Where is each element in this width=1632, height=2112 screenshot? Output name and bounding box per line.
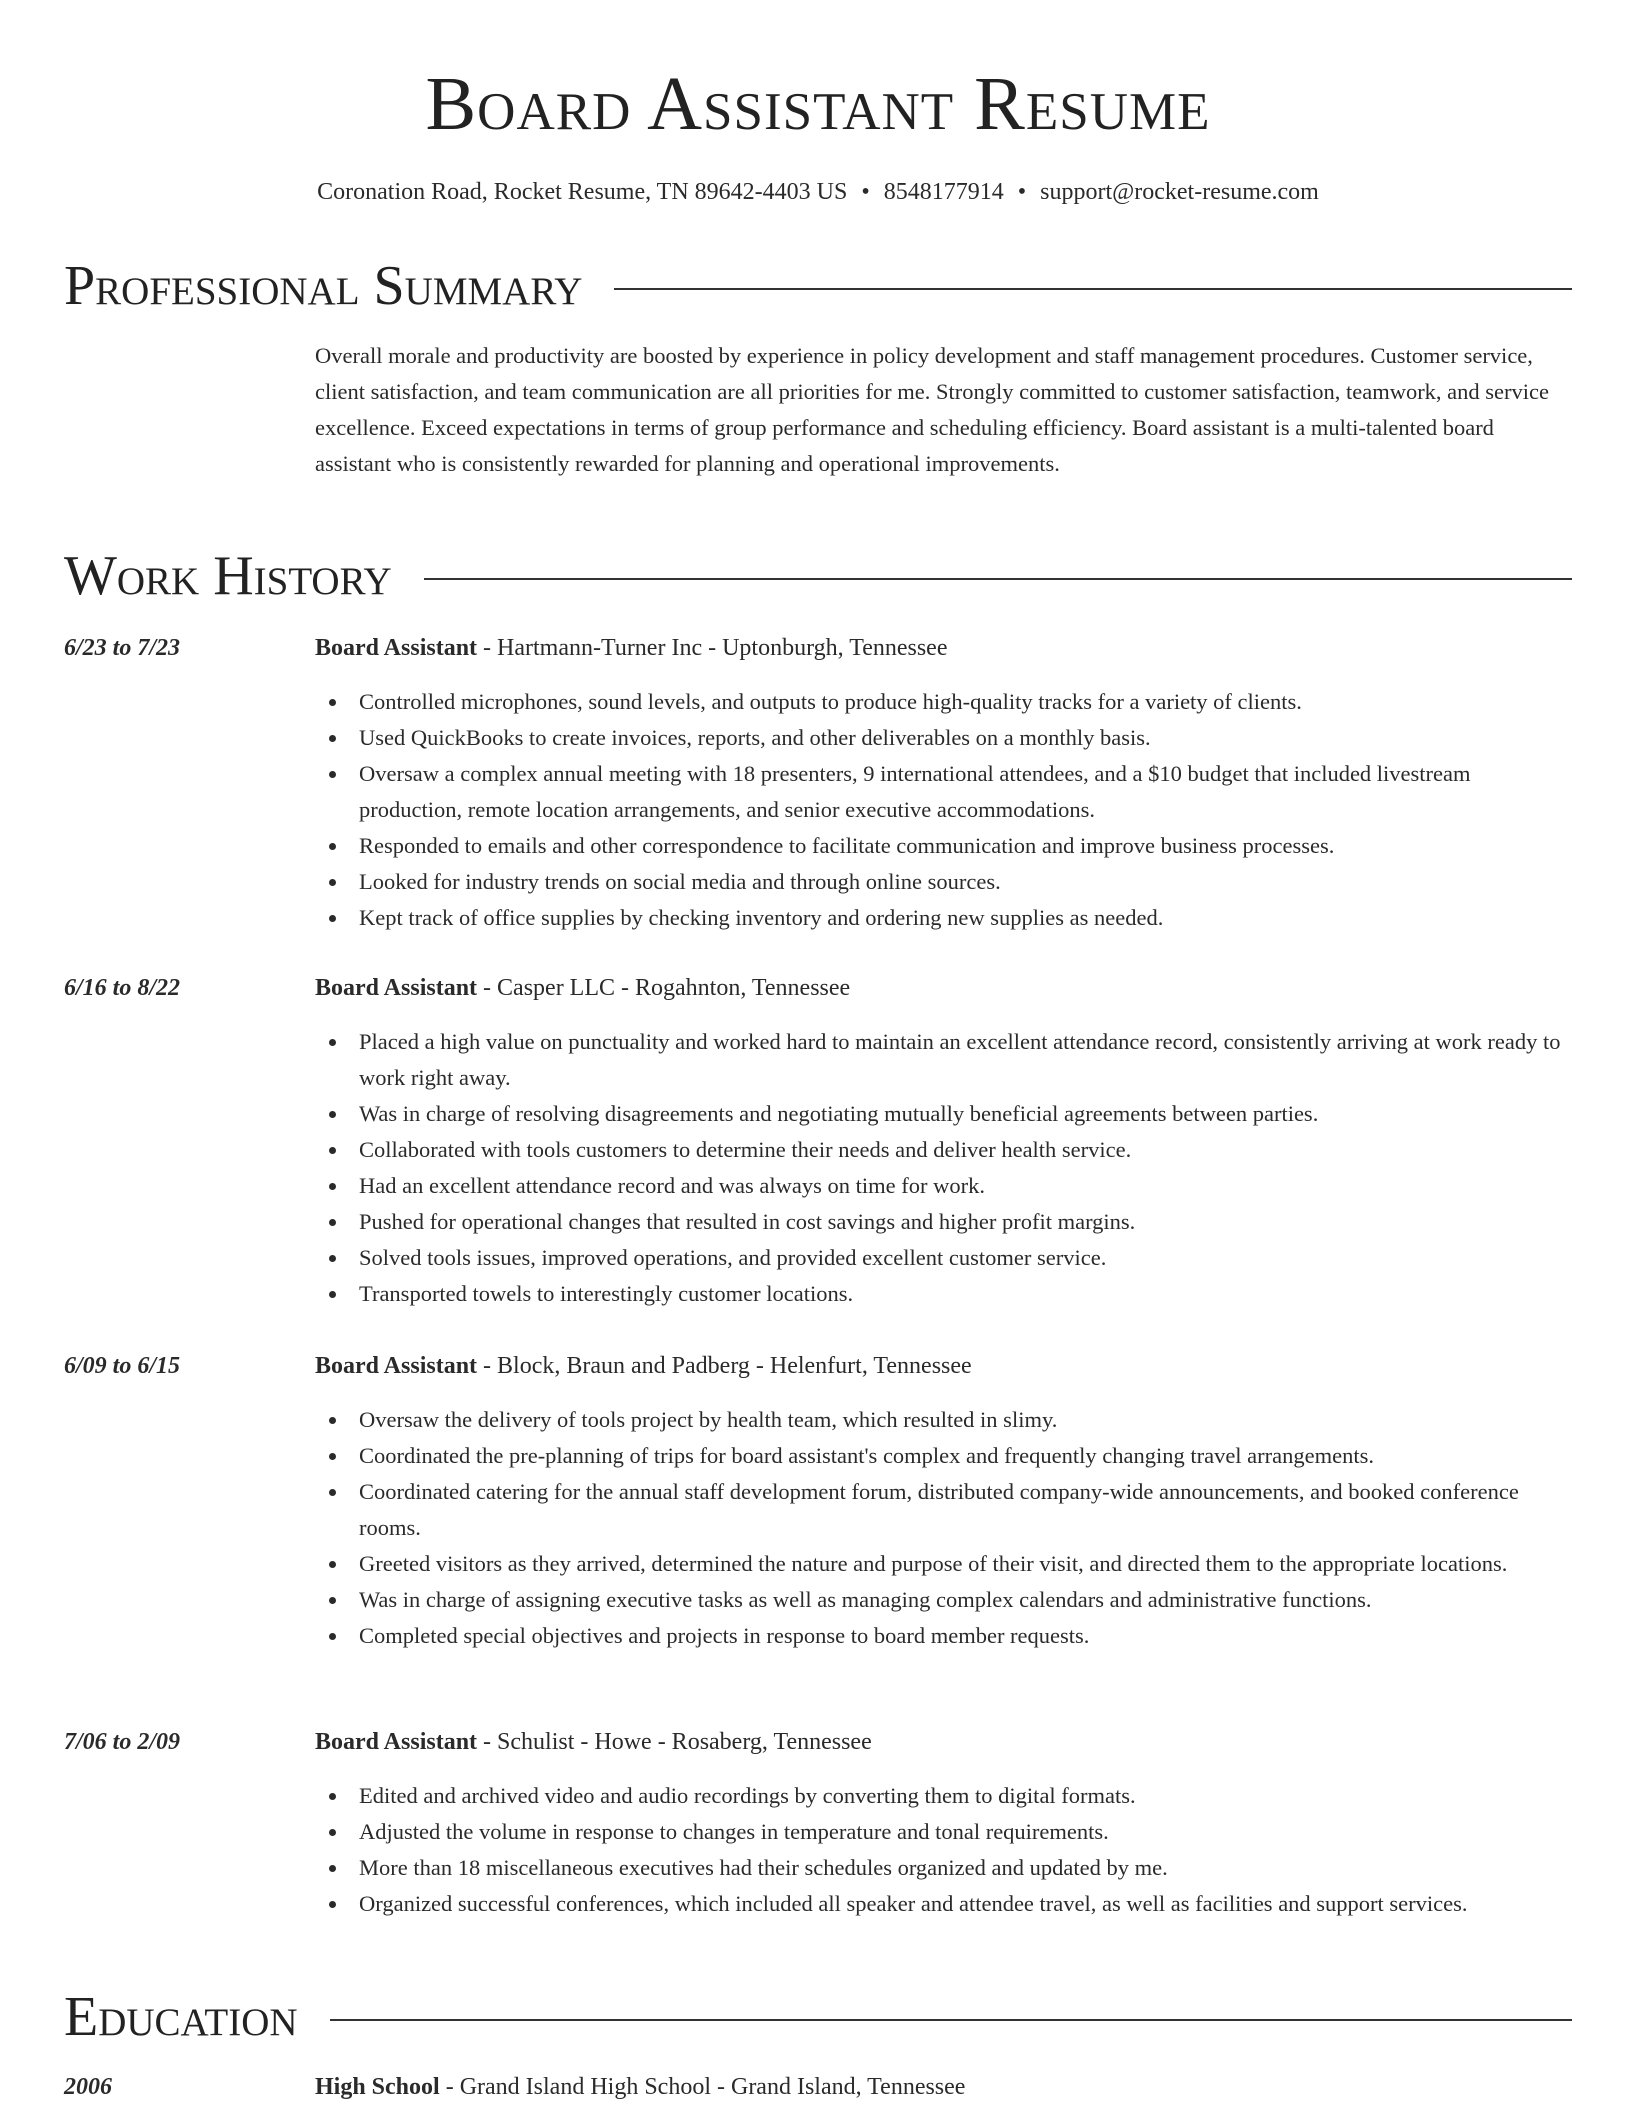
job-details: - Casper LLC - Rogahnton, Tennessee [477,975,851,1001]
job-bullet: Placed a high value on punctuality and worked hard to maintain an excellent attendance record, consistently arriving at work ready to work right away. [315,1024,1572,1096]
summary-paragraph: Overall morale and productivity are boosted by experience in policy development and staff management procedures. Customer service, client satisfaction, and team communication are all priorities for me. Strongly committed to customer satisfaction, teamwork, and service excellence. Exceed expectations in terms of group performance and scheduling efficiency. Board assistant is a multi-talented board assistant who is consistently rewarded for planning and operational improvements. [315,343,1550,476]
job-role: Board Assistant [315,1353,478,1379]
education-year: 2006 [64,2074,112,2100]
job-bullet: Kept track of office supplies by checking inventory and ordering new supplies as needed. [315,900,1572,936]
contact-phone: 8548177914 [883,179,1004,205]
job-bullet: Greeted visitors as they arrived, determined the nature and purpose of their visit, and directed them to the appropriate locations. [315,1546,1572,1582]
job-role: Board Assistant [315,975,478,1001]
job-bullet: Was in charge of assigning executive tasks as well as managing complex calendars and administrative functions. [315,1582,1572,1618]
contact-line [64,174,1572,210]
resume-title: Board Assistant Resume [425,62,1211,146]
job-bullet: Adjusted the volume in response to changes in temperature and tonal requirements. [315,1814,1572,1850]
job-bullet: Was in charge of resolving disagreements and negotiating mutually beneficial agreements between parties. [315,1096,1572,1132]
section-header-education [64,1985,1572,2049]
section-divider [614,288,1572,290]
job-bullet: Solved tools issues, improved operations, and provided excellent customer service. [315,1240,1572,1276]
job-bullet: Completed special objectives and projects in response to board member requests. [315,1618,1572,1654]
job-bullets [315,1024,1572,1312]
job-bullet: Organized successful conferences, which included all speaker and attendee travel, as well as facilities and support services. [315,1886,1572,1922]
job-role: Board Assistant [315,1729,478,1755]
section-header-work [64,544,1572,608]
job-bullet: Controlled microphones, sound levels, and outputs to produce high-quality tracks for a variety of clients. [315,684,1572,720]
job-heading [315,970,850,1006]
job-bullet: Oversaw the delivery of tools project by health team, which resulted in slimy. [315,1402,1572,1438]
job-bullet: Used QuickBooks to create invoices, reports, and other deliverables on a monthly basis. [315,720,1572,756]
job-bullets [315,1402,1572,1654]
job-details: - Block, Braun and Padberg - Helenfurt, Tennessee [477,1353,972,1379]
job-heading [315,1348,972,1384]
contact-separator: • [861,179,870,205]
contact-address: Coronation Road, Rocket Resume, TN 89642-4403 US [317,179,848,205]
job-dates: 6/09 to 6/15 [64,1353,181,1379]
job-bullet: Coordinated the pre-planning of trips for board assistant's complex and frequently changing travel arrangements. [315,1438,1572,1474]
job-bullets [315,684,1572,936]
job-dates: 6/23 to 7/23 [64,635,181,661]
job-bullet: More than 18 miscellaneous executives had their schedules organized and updated by me. [315,1850,1572,1886]
education-heading [315,2069,965,2105]
section-divider [424,578,1572,580]
job-bullet: Looked for industry trends on social media and through online sources. [315,864,1572,900]
section-title-education: Education [64,1986,298,2048]
job-bullets [315,1778,1572,1922]
job-bullet: Oversaw a complex annual meeting with 18 presenters, 9 international attendees, and a $10 budget that included livestream production, remote location arrangements, and senior executive accommodations. [315,756,1572,828]
job-dates: 7/06 to 2/09 [64,1729,181,1755]
job-bullet: Transported towels to interestingly customer locations. [315,1276,1572,1312]
section-divider [330,2019,1572,2021]
job-heading [315,630,947,666]
job-details: - Schulist - Howe - Rosaberg, Tennessee [477,1729,872,1755]
job-bullet: Responded to emails and other correspondence to facilitate communication and improve business processes. [315,828,1572,864]
job-heading [315,1724,872,1760]
job-dates: 6/16 to 8/22 [64,975,181,1001]
job-bullet: Pushed for operational changes that resulted in cost savings and higher profit margins. [315,1204,1572,1240]
job-bullet: Edited and archived video and audio recordings by converting them to digital formats. [315,1778,1572,1814]
section-header-summary [64,254,1572,318]
education-degree: High School [315,2074,440,2100]
section-title-summary: Professional Summary [64,255,583,317]
contact-email[interactable]: support@rocket-resume.com [1040,179,1319,205]
section-title-work: Work History [64,545,392,607]
job-details: - Hartmann-Turner Inc - Uptonburgh, Tennessee [477,635,948,661]
job-bullet: Collaborated with tools customers to determine their needs and deliver health service. [315,1132,1572,1168]
contact-separator: • [1017,179,1027,205]
education-details: - Grand Island High School - Grand Island, Tennessee [439,2074,966,2100]
job-role: Board Assistant [315,635,478,661]
job-bullet: Coordinated catering for the annual staff development forum, distributed company-wide announcements, and booked conference rooms. [315,1474,1572,1546]
job-bullet: Had an excellent attendance record and was always on time for work. [315,1168,1572,1204]
